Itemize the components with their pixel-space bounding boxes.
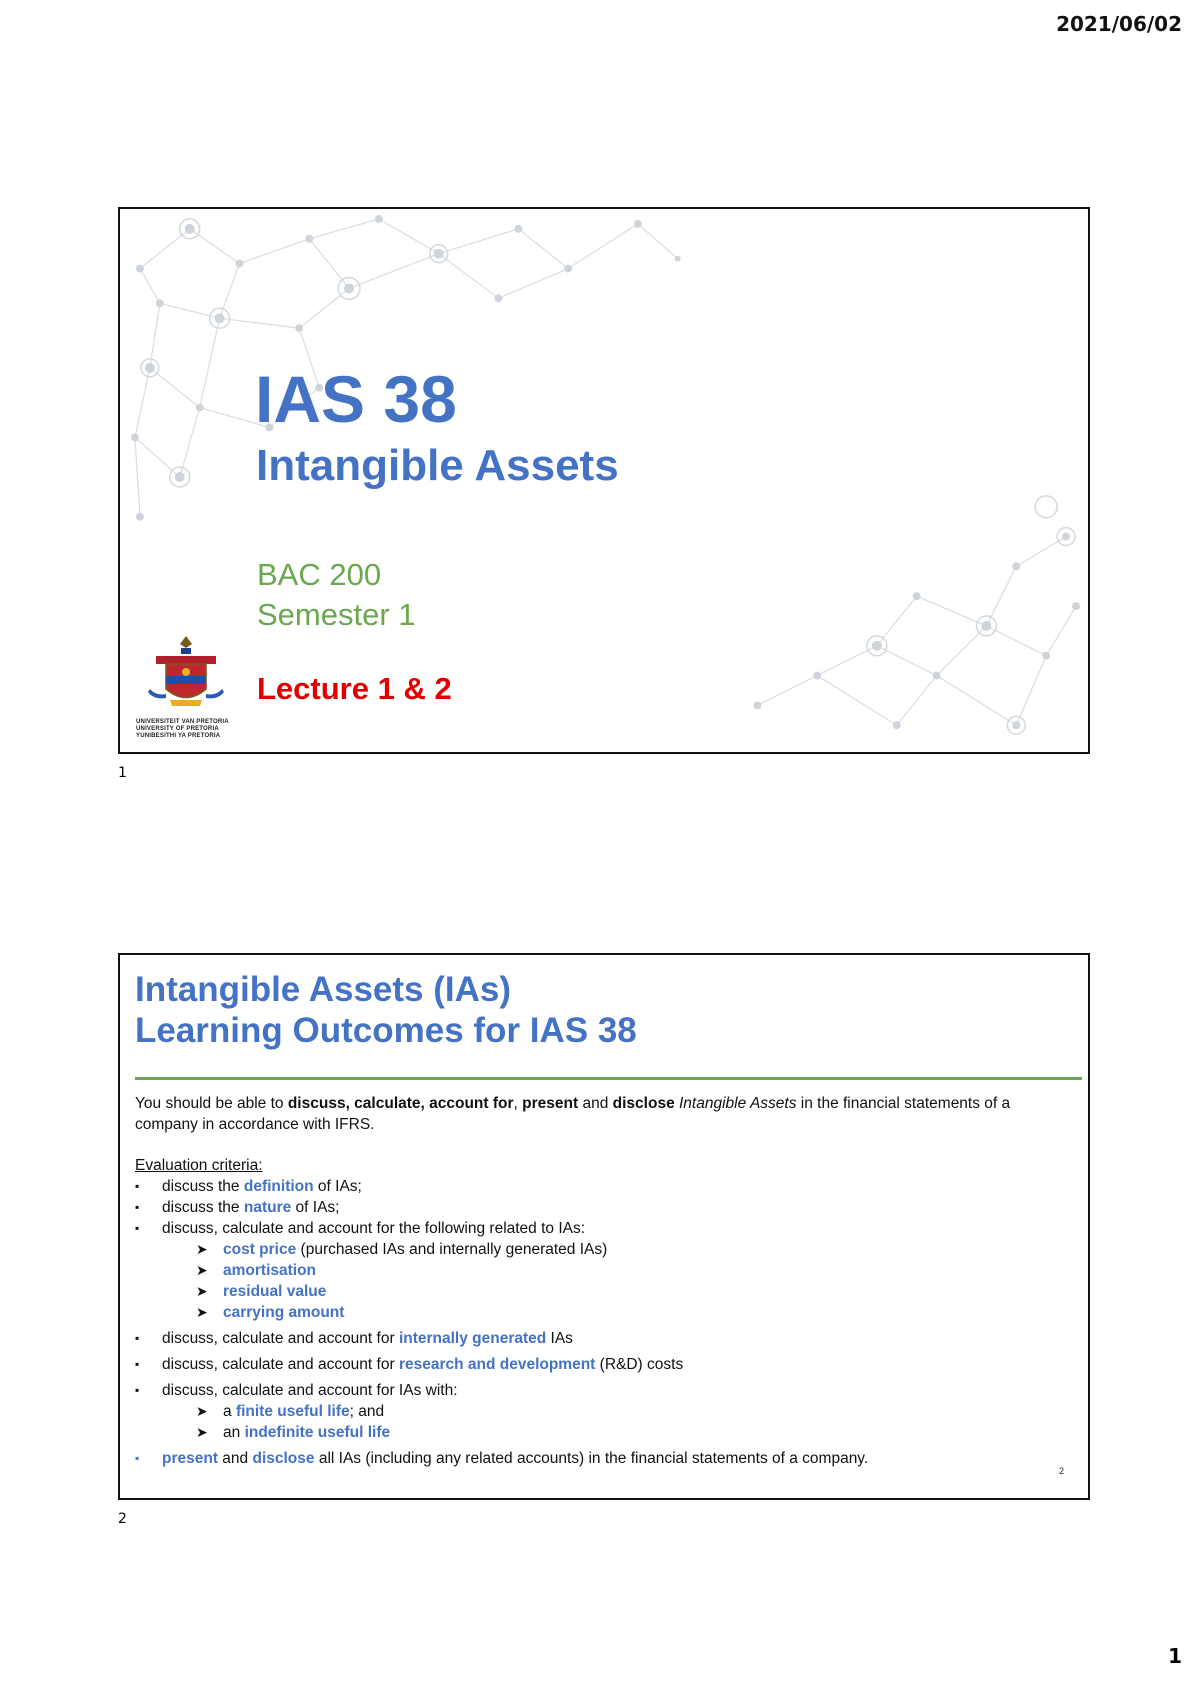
sub-list: [162, 1401, 1048, 1443]
university-logo: [136, 634, 236, 740]
sub-list-item: [196, 1260, 1048, 1281]
item-text: all IAs (including any related accounts) in the financial statements of a company.: [314, 1450, 869, 1467]
item-text: (purchased IAs and internally generated IAs): [296, 1241, 608, 1258]
slide-title: IAS 38: [255, 362, 457, 436]
evaluation-criteria-label: Evaluation criteria:: [135, 1157, 263, 1174]
item-text: discuss the: [162, 1178, 244, 1195]
item-keyword: carrying amount: [223, 1304, 345, 1321]
university-name-2: UNIVERSITY OF PRETORIA: [136, 726, 219, 732]
course-code: BAC 200: [257, 557, 382, 592]
intro-emphasis: Intangible Assets: [679, 1095, 797, 1112]
course-info: [257, 555, 416, 635]
item-keyword: internally generated: [398, 1330, 547, 1347]
intro-text: ,: [513, 1095, 523, 1112]
list-item: [135, 1448, 1048, 1469]
sub-list: [162, 1239, 1048, 1323]
item-text: discuss, calculate and account for: [162, 1356, 399, 1373]
list-item: [135, 1176, 1048, 1197]
item-keyword: definition: [243, 1178, 314, 1195]
item-keyword: indefinite useful life: [244, 1424, 391, 1441]
title-line-1: Intangible Assets (IAs): [135, 970, 511, 1009]
item-text: discuss, calculate and account for: [162, 1330, 399, 1347]
list-item: [135, 1354, 1048, 1375]
item-keyword: finite useful life: [235, 1403, 350, 1420]
slide-2: [118, 953, 1090, 1500]
item-keyword: research and development: [398, 1356, 596, 1373]
title-line-2: Learning Outcomes for IAS 38: [135, 1011, 637, 1050]
list-item: [135, 1218, 1048, 1323]
slide-body: [135, 1093, 1048, 1469]
university-name-3: YUNIBESITHI YA PRETORIA: [136, 733, 221, 739]
item-text: discuss, calculate and account for IAs with:: [162, 1382, 458, 1399]
intro-text: and: [578, 1095, 613, 1112]
item-keyword: present: [162, 1450, 218, 1467]
lecture-label: Lecture 1 & 2: [257, 671, 452, 706]
university-name-1: UNIVERSITEIT VAN PRETORIA: [136, 719, 229, 725]
item-text: (R&D) costs: [595, 1356, 684, 1373]
item-keyword: residual value: [223, 1283, 327, 1300]
intro-text: in the financial statements of a company in accordance with IFRS.: [135, 1095, 1011, 1133]
slide-number-1: 1: [118, 765, 127, 781]
item-text: IAs: [546, 1330, 573, 1347]
slide-title: [135, 969, 637, 1051]
item-keyword: nature: [243, 1199, 292, 1216]
slide-1: [118, 207, 1090, 754]
intro-keyword: discuss, calculate, account for: [287, 1095, 514, 1112]
item-keyword: disclose: [252, 1450, 315, 1467]
sub-list-item: [196, 1401, 1048, 1422]
criteria-list: [135, 1176, 1048, 1469]
list-item: [135, 1380, 1048, 1443]
sub-list-item: [196, 1239, 1048, 1260]
slide-number-2: 2: [118, 1511, 127, 1527]
intro-keyword: present: [522, 1095, 579, 1112]
slide-corner-number: 2: [1058, 1466, 1064, 1476]
semester: Semester 1: [257, 597, 416, 632]
intro-paragraph: [135, 1093, 1048, 1135]
item-text: ; and: [349, 1403, 385, 1420]
intro-text: You should be able to: [135, 1095, 288, 1112]
item-text: and: [218, 1450, 253, 1467]
item-text: discuss, calculate and account for the following related to IAs:: [162, 1220, 586, 1237]
item-text: of IAs;: [291, 1199, 340, 1216]
sub-list-item: [196, 1281, 1048, 1302]
sub-list-item: [196, 1422, 1048, 1443]
intro-keyword: disclose: [612, 1095, 675, 1112]
print-date: 2021/06/02: [1056, 12, 1182, 36]
item-text: discuss the: [162, 1199, 244, 1216]
crest-icon: [136, 634, 236, 714]
page-number: 1: [1168, 1644, 1182, 1668]
item-text: a: [223, 1403, 236, 1420]
item-keyword: amortisation: [223, 1262, 317, 1279]
item-text: of IAs;: [313, 1178, 362, 1195]
list-item: [135, 1197, 1048, 1218]
item-keyword: cost price: [223, 1241, 297, 1258]
item-text: an: [223, 1424, 245, 1441]
title-divider: [135, 1077, 1082, 1080]
sub-list-item: [196, 1302, 1048, 1323]
slide-subtitle: Intangible Assets: [256, 441, 619, 490]
list-item: [135, 1328, 1048, 1349]
